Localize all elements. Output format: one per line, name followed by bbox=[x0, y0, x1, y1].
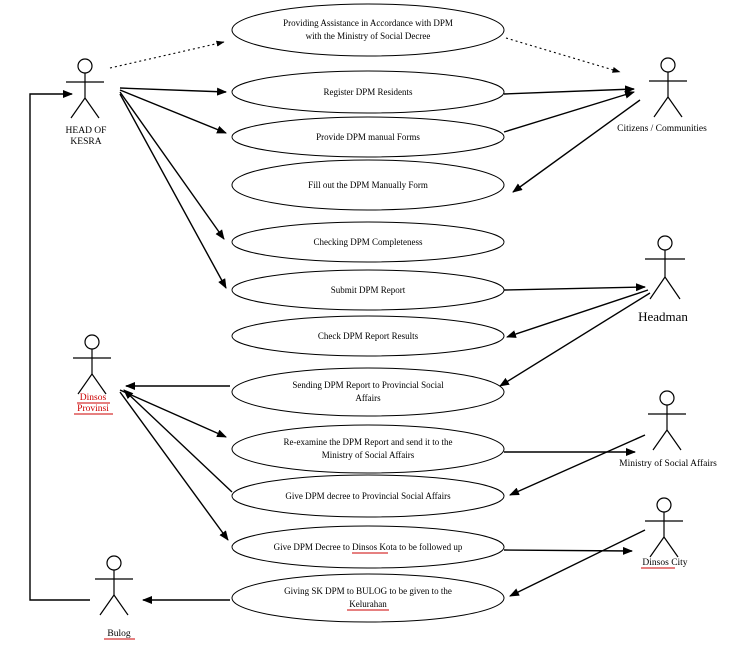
assoc-head-to-register bbox=[120, 88, 226, 92]
use-case-label: Checking DPM Completeness bbox=[313, 237, 423, 248]
assoc-register-to-citizens bbox=[504, 89, 634, 94]
actor-label: Provinsi bbox=[77, 404, 109, 415]
assoc-assistance-to-citizens bbox=[506, 38, 620, 72]
actor-headman[interactable] bbox=[638, 236, 688, 324]
use-case-sending-report-provincial[interactable] bbox=[232, 368, 504, 416]
use-case-assistance-dpm[interactable] bbox=[232, 4, 504, 56]
use-case-label: Giving SK DPM to BULOG to be given to the bbox=[284, 586, 452, 597]
assoc-head-to-checking bbox=[120, 92, 224, 239]
assoc-dinsos-city-to-giving-sk bbox=[510, 530, 645, 596]
assoc-headman-to-sending-report bbox=[500, 293, 650, 386]
use-case-label: Affairs bbox=[355, 393, 381, 404]
use-case-label: Give DPM Decree to Dinsos Kota to be followed up bbox=[273, 542, 463, 553]
actor-label: HEAD OF bbox=[65, 126, 107, 137]
actor-label: KESRA bbox=[70, 137, 102, 148]
use-case-label: Provide DPM manual Forms bbox=[316, 132, 420, 143]
actor-label: Citizens / Communities bbox=[617, 124, 707, 135]
assoc-citizens-to-fill-out bbox=[513, 100, 640, 192]
use-case-label: Providing Assistance in Accordance with DPM bbox=[283, 18, 453, 29]
use-case-label: Ministry of Social Affairs bbox=[321, 450, 415, 461]
assoc-head-to-submit bbox=[120, 94, 226, 288]
assoc-provide-forms-to-citizens bbox=[504, 92, 634, 132]
use-case-submit-report[interactable] bbox=[232, 270, 504, 310]
assoc-submit-to-headman bbox=[504, 287, 645, 290]
actor-ministry-of-social-affairs[interactable] bbox=[619, 391, 717, 469]
use-case-label: Submit DPM Report bbox=[330, 285, 406, 296]
use-case-giving-sk-bulog[interactable] bbox=[232, 574, 504, 622]
actor-label: Headman bbox=[638, 308, 688, 324]
actor-label: Bulog bbox=[107, 629, 131, 640]
assoc-headman-to-check-results bbox=[507, 290, 648, 337]
use-case-register-residents[interactable] bbox=[232, 71, 504, 113]
use-case-label: Sending DPM Report to Provincial Social bbox=[292, 380, 444, 391]
use-case-give-decree-provincial[interactable] bbox=[232, 475, 504, 517]
use-case-label: Re-examine the DPM Report and send it to the bbox=[283, 437, 453, 448]
use-case-label: Fill out the DPM Manually Form bbox=[308, 180, 428, 191]
use-case-checking-completeness[interactable] bbox=[232, 222, 504, 262]
assoc-give-decree-prov-to-dinsos-prov bbox=[124, 390, 232, 492]
use-case-give-decree-dinsos-kota[interactable] bbox=[232, 526, 504, 568]
assoc-head-to-provide-forms bbox=[120, 90, 226, 133]
actor-head-of-kesra[interactable] bbox=[66, 59, 107, 147]
use-case-label: Kelurahan bbox=[349, 599, 387, 610]
use-case-provide-manual-forms[interactable] bbox=[232, 117, 504, 157]
actor-label: Dinsos bbox=[79, 393, 107, 404]
actor-dinsos-provinsi[interactable] bbox=[73, 335, 113, 414]
assoc-give-decree-kota-to-dinsos-city bbox=[504, 550, 632, 551]
use-case-label: Check DPM Report Results bbox=[317, 331, 419, 342]
use-case-label: with the Ministry of Social Decree bbox=[305, 31, 431, 42]
assoc-bulog-to-head bbox=[30, 94, 90, 600]
actor-dinsos-city[interactable] bbox=[641, 498, 688, 568]
actor-label: Dinsos City bbox=[642, 558, 688, 569]
actor-bulog[interactable] bbox=[95, 556, 135, 639]
actor-citizens-communities[interactable] bbox=[617, 58, 707, 134]
use-cases-layer bbox=[232, 4, 504, 622]
actor-label: Ministry of Social Affairs bbox=[619, 459, 717, 470]
use-case-reexamine-report[interactable] bbox=[232, 425, 504, 473]
assoc-head-to-assistance bbox=[110, 42, 224, 68]
use-case-label: Give DPM decree to Provincial Social Affairs bbox=[285, 491, 451, 502]
use-case-check-report-results[interactable] bbox=[232, 316, 504, 356]
use-case-label: Register DPM Residents bbox=[323, 87, 413, 98]
use-case-fill-out-manually[interactable] bbox=[232, 160, 504, 210]
